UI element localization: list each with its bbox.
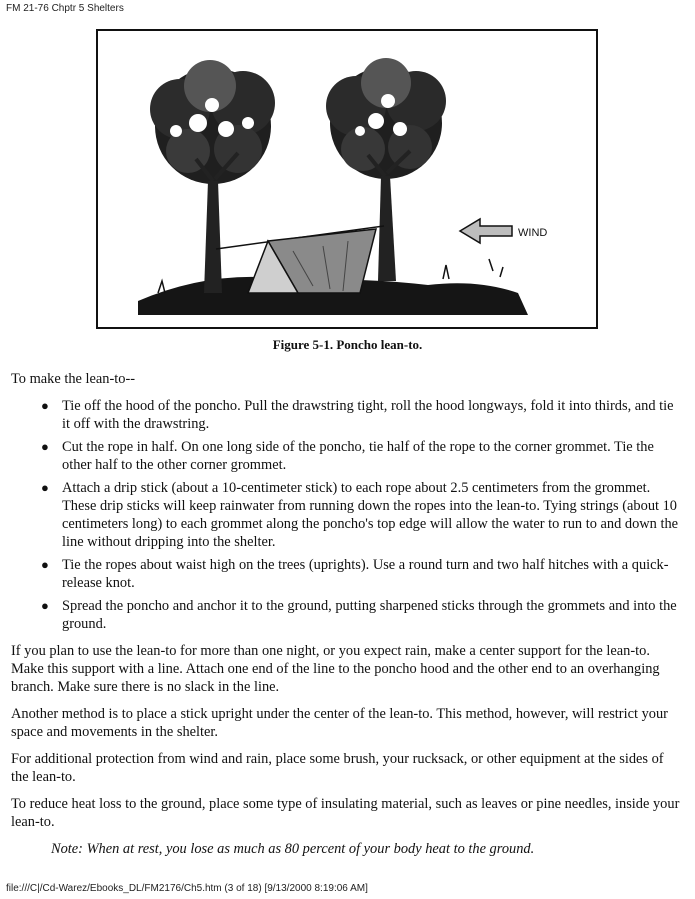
paragraph: To reduce heat loss to the ground, place some type of insulating material, such as leaves or pine needles, inside your lean-to.: [11, 796, 680, 830]
step-text: Tie off the hood of the poncho. Pull the drawstring tight, roll the hood longways, fold it into thirds, and tie it off with the drawstring.: [62, 398, 674, 432]
figure-caption: Figure 5-1. Poncho lean-to.: [272, 337, 423, 352]
step-text: Spread the poncho and anchor it to the ground, putting sharpened sticks through the grommets and into the ground.: [62, 598, 677, 632]
steps-list: [11, 397, 683, 633]
bullet-icon: ●: [41, 598, 49, 613]
step-text: Tie the ropes about waist high on the trees (uprights). Use a round turn and two half hitches with a quick-release knot.: [62, 557, 669, 591]
poncho-lean-to-drawing: [98, 31, 596, 327]
paragraph: Another method is to place a stick upright under the center of the lean-to. This method, however, will restrict your space and movements in the shelter.: [11, 706, 668, 740]
list-item: [41, 438, 683, 474]
paragraph: If you plan to use the lean-to for more than one night, or you expect rain, make a center support for the lean-to. Make this support with a line. Attach one end of the line to the poncho hood and the other end to an overhanging branch. Make sure there is no slack in the line.: [11, 643, 660, 695]
list-item: [41, 556, 683, 592]
step-text: Attach a drip stick (about a 10-centimeter stick) to each rope about 2.5 centimeters from the grommet. These drip sticks will keep rainwater from running down the ropes into the lean-to. Tying strings (about 10 centimeters long) to each grommet along the poncho's top edge will allow the water to run to and down the line without dripping into the shelter.: [62, 480, 679, 550]
left-tree: [150, 60, 275, 293]
wind-label: WIND: [518, 227, 548, 239]
document-footer: file:///C|/Cd-Warez/Ebooks_DL/FM2176/Ch5.htm (3 of 18) [9/13/2000 8:19:06 AM]: [6, 883, 368, 894]
bullet-icon: ●: [41, 439, 49, 454]
bullet-icon: ●: [41, 480, 49, 495]
intro-text: To make the lean-to--: [11, 371, 136, 387]
list-item: [41, 597, 683, 633]
document-header: FM 21-76 Chptr 5 Shelters: [6, 3, 124, 14]
bullet-icon: ●: [41, 398, 49, 413]
list-item: [41, 479, 683, 551]
step-text: Cut the rope in half. On one long side of the poncho, tie half of the rope to the corner grommet. Tie the other half to the other corner grommet.: [62, 439, 654, 473]
document-body: [11, 370, 683, 867]
figure-illustration: [96, 29, 598, 329]
paragraph: For additional protection from wind and rain, place some brush, your rucksack, or other equipment at the sides of the lean-to.: [11, 751, 664, 785]
note-text: Note: When at rest, you lose as much as 80 percent of your body heat to the ground.: [51, 841, 535, 857]
list-item: [41, 397, 683, 433]
bullet-icon: ●: [41, 557, 49, 572]
wind-arrow-icon: [460, 219, 512, 243]
